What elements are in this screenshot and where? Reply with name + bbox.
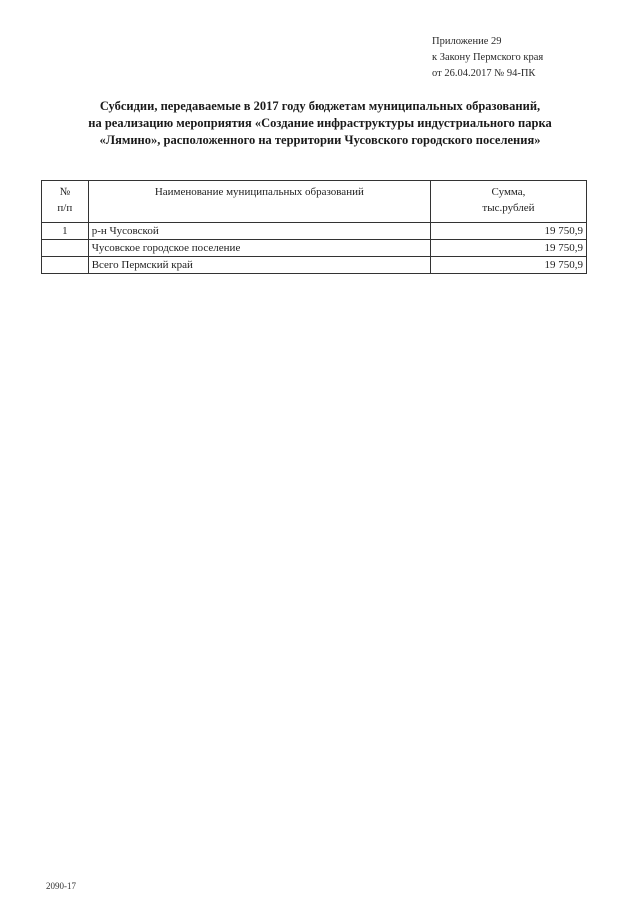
row-name: Чусовское городское поселение [88, 240, 430, 257]
header-number [42, 181, 89, 223]
document-title [40, 98, 600, 149]
table-row [42, 240, 587, 257]
header-number-line-1: № [59, 186, 71, 198]
appendix-line-3: от 26.04.2017 № 94-ПК [432, 68, 536, 79]
header-sum-line-2: тыс.рублей [482, 202, 535, 214]
document-code: 2090-17 [46, 881, 76, 891]
header-name: Наименование муниципальных образований [88, 181, 430, 223]
row-sum: 19 750,9 [430, 240, 586, 257]
title-line-2: на реализацию мероприятия «Создание инфраструктуры индустриального парка [88, 116, 552, 130]
row-sum: 19 750,9 [430, 257, 586, 274]
subsidy-table [41, 180, 587, 274]
row-number [42, 257, 89, 274]
title-line-3: «Лямино», расположенного на территории Чусовского городского поселения» [99, 133, 541, 147]
table-row [42, 223, 587, 240]
row-number [42, 240, 89, 257]
table-header-row [42, 181, 587, 223]
row-name: р-н Чусовской [88, 223, 430, 240]
appendix-block [432, 34, 632, 82]
row-name: Всего Пермский край [88, 257, 430, 274]
header-sum-line-1: Сумма, [491, 186, 526, 198]
row-sum: 19 750,9 [430, 223, 586, 240]
header-sum [430, 181, 586, 223]
row-number: 1 [42, 223, 89, 240]
header-number-line-2: п/п [57, 202, 73, 214]
title-line-1: Субсидии, передаваемые в 2017 году бюджетам муниципальных образований, [99, 99, 541, 113]
appendix-line-2: к Закону Пермского края [432, 52, 544, 63]
appendix-line-1: Приложение 29 [432, 36, 502, 47]
table-row-total [42, 257, 587, 274]
